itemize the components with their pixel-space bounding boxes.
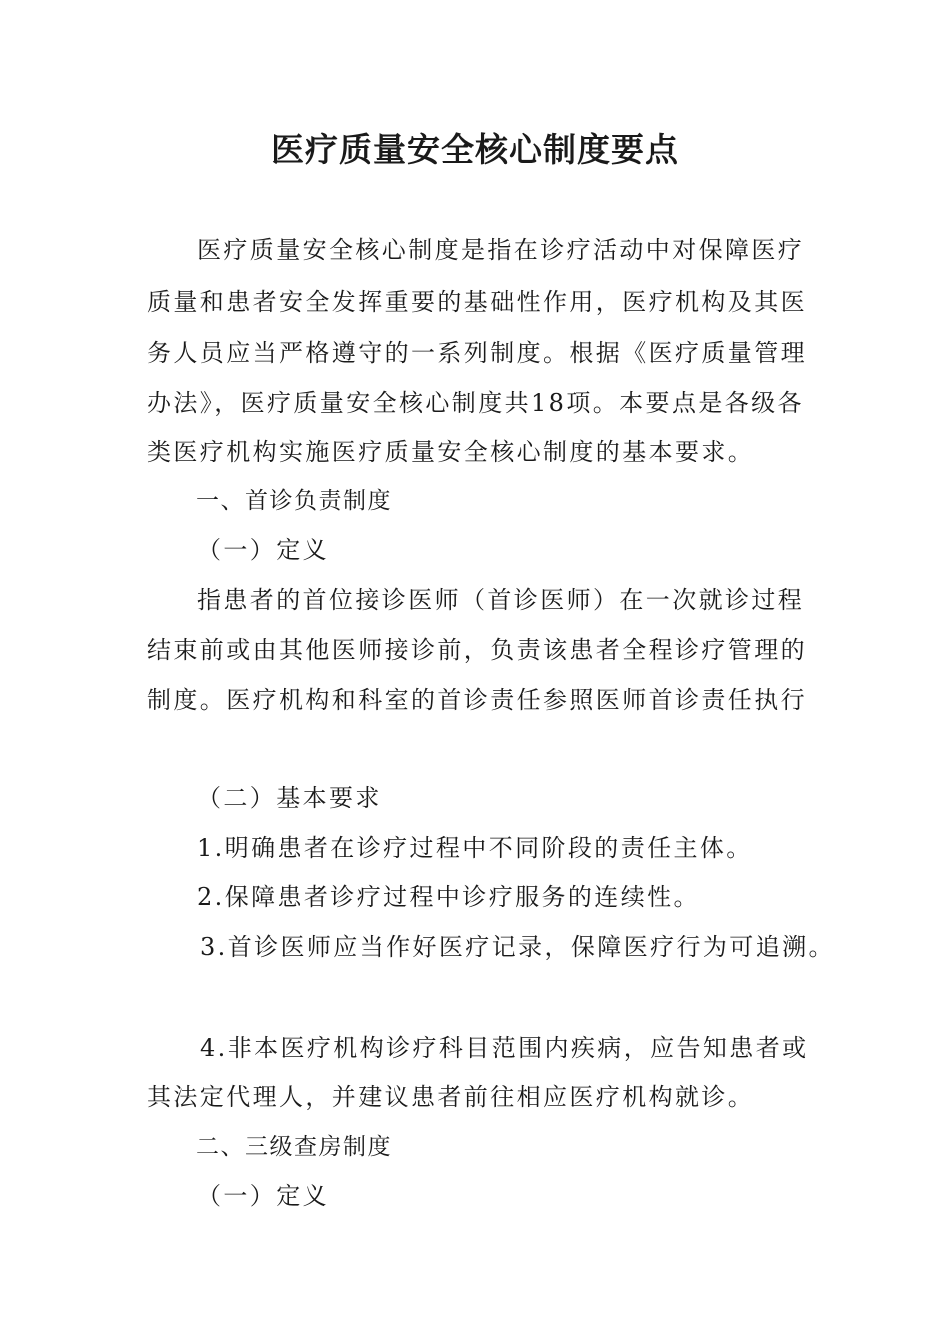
intro-line-5: 类医疗机构实施医疗质量安全核心制度的基本要求。 [147, 438, 755, 466]
section1-heading: 一、首诊负责制度 [196, 488, 392, 514]
intro-line-2: 质量和患者安全发挥重要的基础性作用，医疗机构及其医 [147, 288, 807, 316]
definition-line-3: 制度。医疗机构和科室的首诊责任参照医师首诊责任执行 [147, 686, 807, 714]
document-title: 医疗质量安全核心制度要点 [271, 130, 679, 169]
requirement-3: 3.首诊医师应当作好医疗记录，保障医疗行为可追溯。 [200, 933, 835, 961]
intro-line-1: 医疗质量安全核心制度是指在诊疗活动中对保障医疗 [197, 236, 805, 264]
definition-line-2: 结束前或由其他医师接诊前，负责该患者全程诊疗管理的 [147, 636, 807, 664]
intro-line-4: 办法》，医疗质量安全核心制度共18项。本要点是各级各 [147, 389, 804, 417]
section1-sub1-heading: （一）定义 [197, 536, 329, 564]
requirement-1: 1.明确患者在诊疗过程中不同阶段的责任主体。 [197, 834, 753, 862]
requirement-4-line-2: 其法定代理人，并建议患者前往相应医疗机构就诊。 [147, 1083, 755, 1111]
section1-sub2-heading: （二）基本要求 [197, 784, 382, 812]
intro-line-3: 务人员应当严格遵守的一系列制度。根据《医疗质量管理 [147, 339, 807, 367]
section2-heading: 二、三级查房制度 [196, 1134, 392, 1160]
section2-sub1-heading: （一）定义 [197, 1182, 329, 1210]
requirement-2: 2.保障患者诊疗过程中诊疗服务的连续性。 [197, 883, 700, 911]
definition-line-1: 指患者的首位接诊医师（首诊医师）在一次就诊过程 [197, 586, 805, 614]
requirement-4-line-1: 4.非本医疗机构诊疗科目范围内疾病，应告知患者或 [200, 1034, 809, 1062]
